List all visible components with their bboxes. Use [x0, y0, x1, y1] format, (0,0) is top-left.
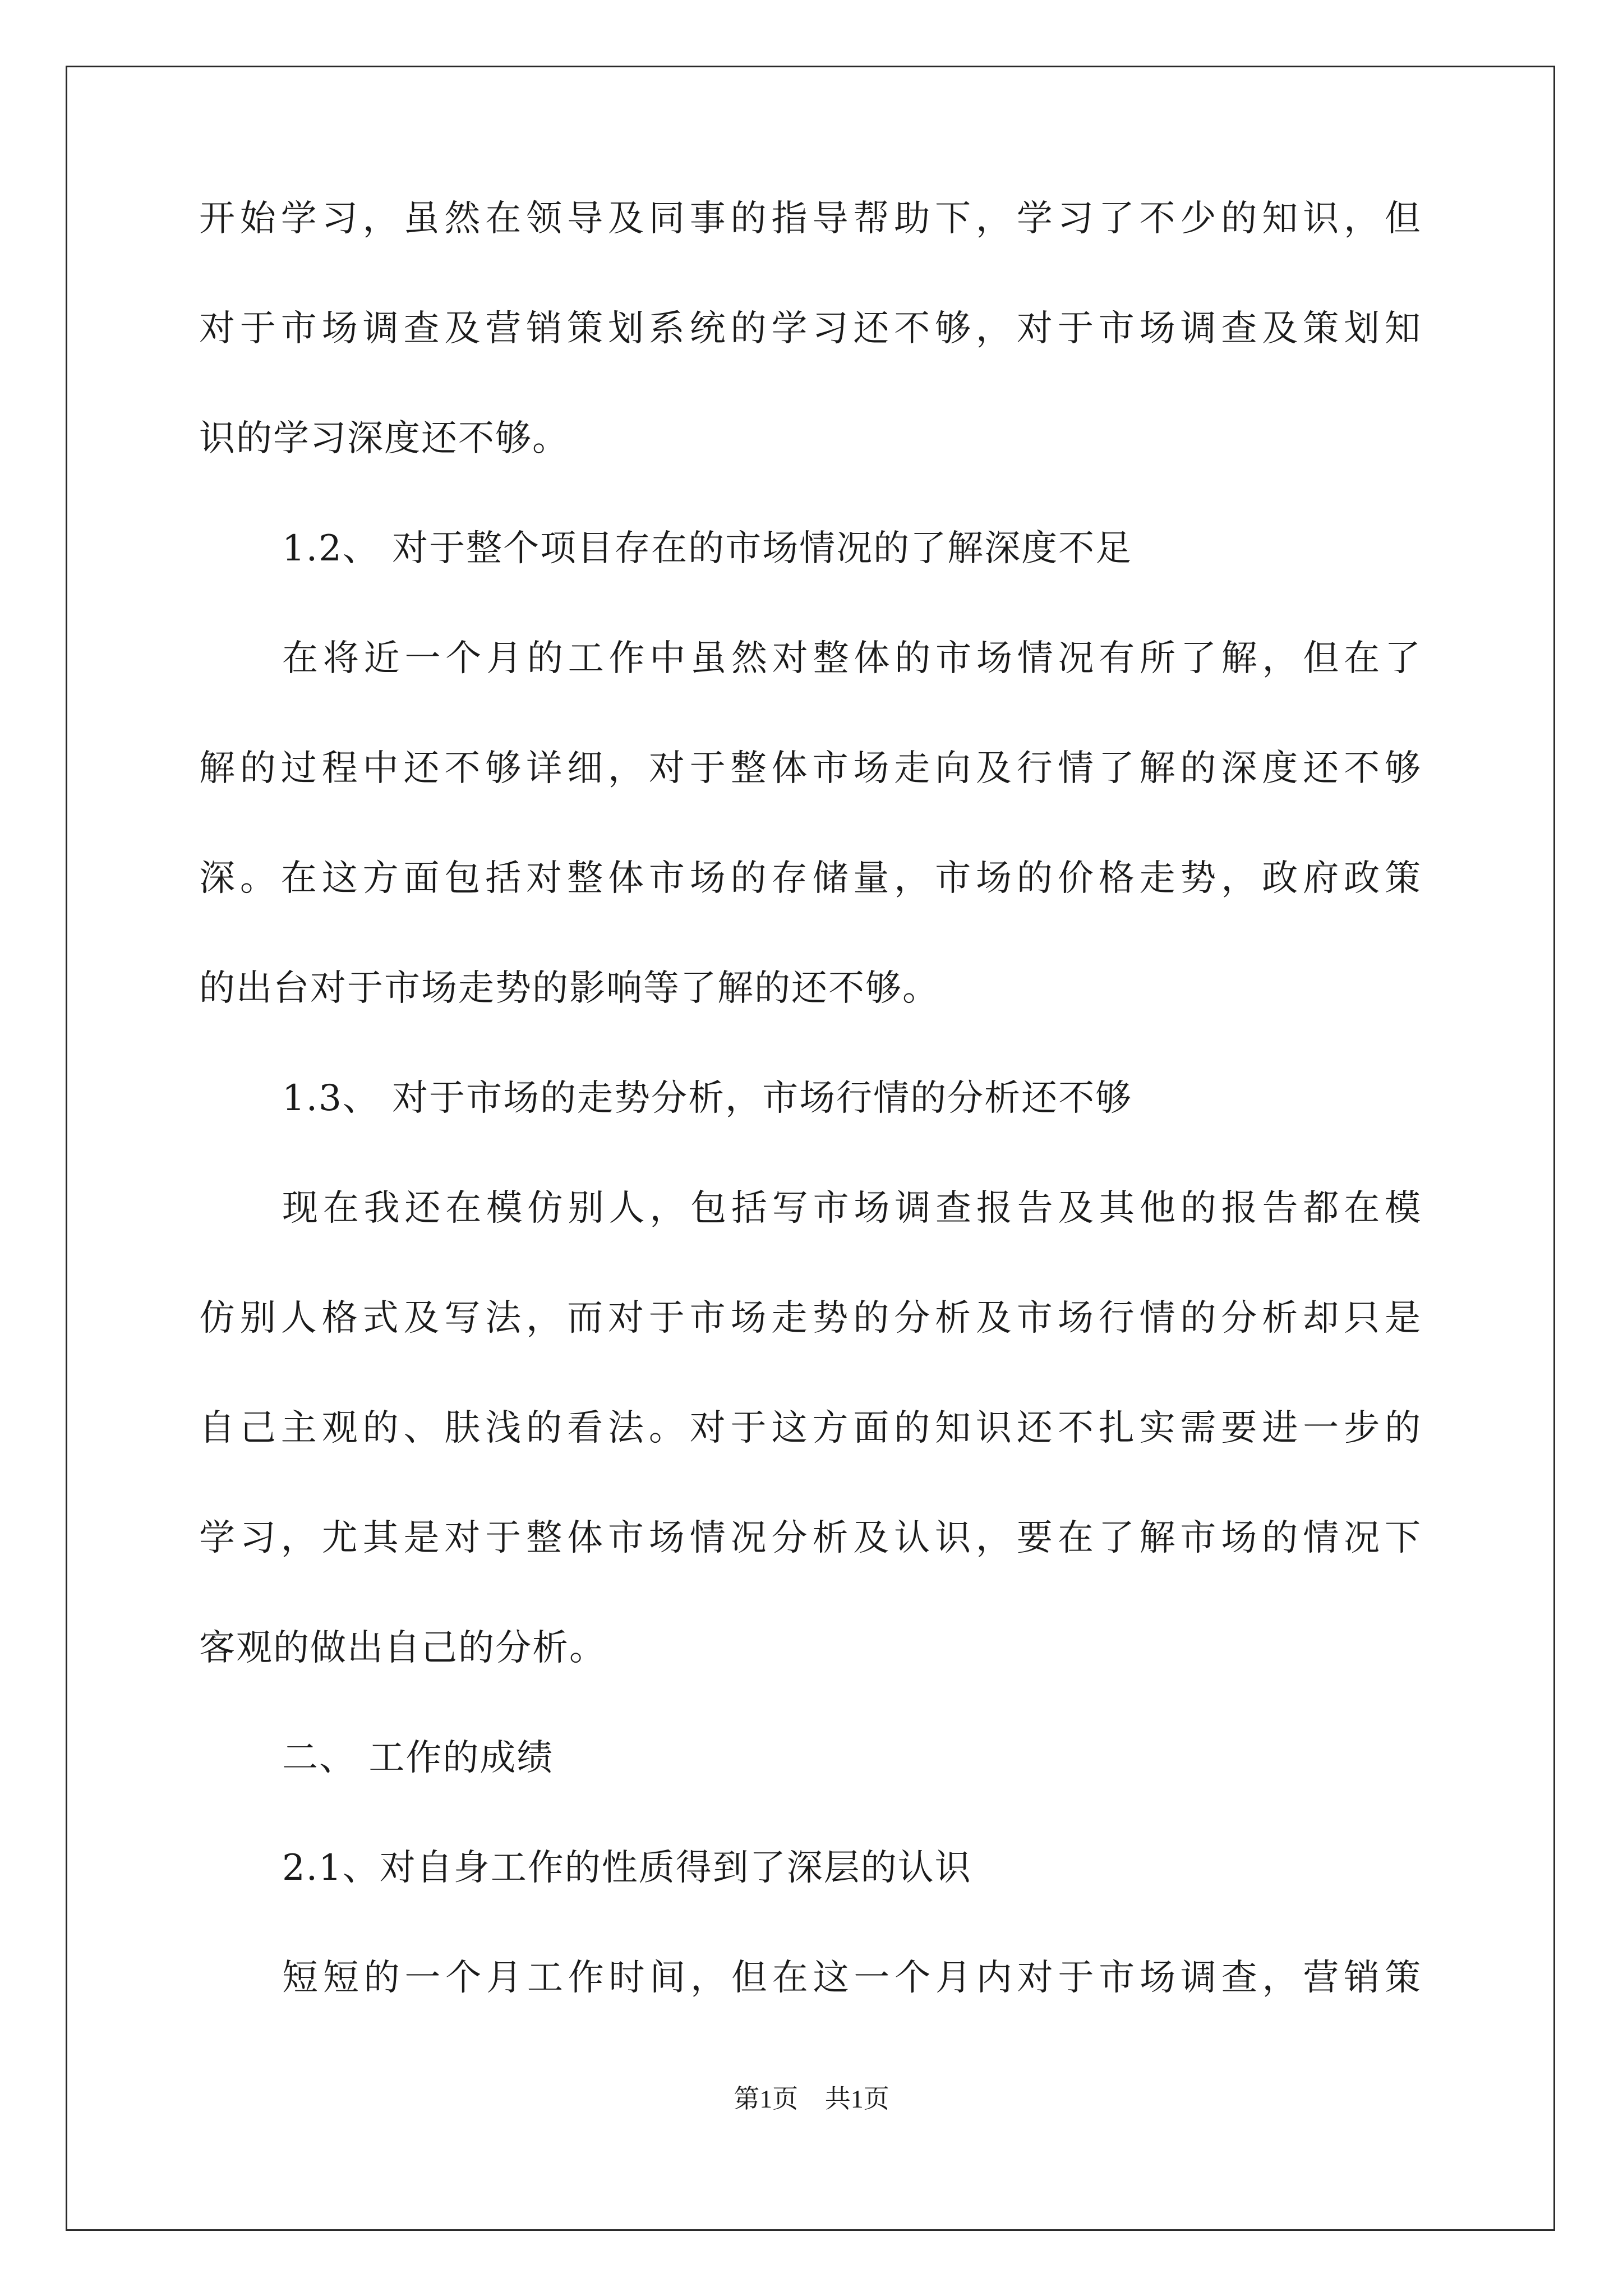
paragraph-line: 在将近一个月的工作中虽然对整体的市场情况有所了解，但在了	[282, 638, 1422, 679]
paragraph-line: 识的学习深度还不够。	[199, 418, 569, 459]
page-number: 第1页	[734, 2085, 799, 2113]
paragraph-line: 现在我还在模仿别人，包括写市场调查报告及其他的报告都在模	[282, 1188, 1422, 1229]
paragraph-line: 解的过程中还不够详细，对于整体市场走向及行情了解的深度还不够	[199, 748, 1422, 789]
page-footer	[0, 2082, 1623, 2116]
paragraph-line: 仿别人格式及写法，而对于市场走势的分析及市场行情的分析却只是	[199, 1297, 1422, 1339]
paragraph-line: 客观的做出自己的分析。	[199, 1627, 606, 1669]
page-border	[66, 66, 1555, 2231]
paragraph-line: 对于市场调查及营销策划系统的学习还不够，对于市场调查及策划知	[199, 308, 1422, 349]
section-heading: 2.1、对自身工作的性质得到了深层的认识	[282, 1847, 972, 1889]
paragraph-line: 学习，尤其是对于整体市场情况分析及认识，要在了解市场的情况下	[199, 1517, 1422, 1559]
paragraph-line: 自己主观的、肤浅的看法。对于这方面的知识还不扎实需要进一步的	[199, 1407, 1422, 1449]
section-heading: 1.2、 对于整个项目存在的市场情况的了解深度不足	[282, 528, 1133, 569]
section-heading: 二、 工作的成绩	[282, 1737, 554, 1779]
paragraph-line: 深。在这方面包括对整体市场的存储量，市场的价格走势，政府政策	[199, 858, 1422, 899]
page-total: 共1页	[824, 2085, 889, 2113]
paragraph-line: 短短的一个月工作时间，但在这一个月内对于市场调查，营销策	[282, 1957, 1422, 1999]
section-heading: 1.3、 对于市场的走势分析，市场行情的分析还不够	[282, 1078, 1133, 1119]
paragraph-line: 开始学习，虽然在领导及同事的指导帮助下，学习了不少的知识，但	[199, 198, 1422, 240]
paragraph-line: 的出台对于市场走势的影响等了解的还不够。	[199, 968, 939, 1009]
